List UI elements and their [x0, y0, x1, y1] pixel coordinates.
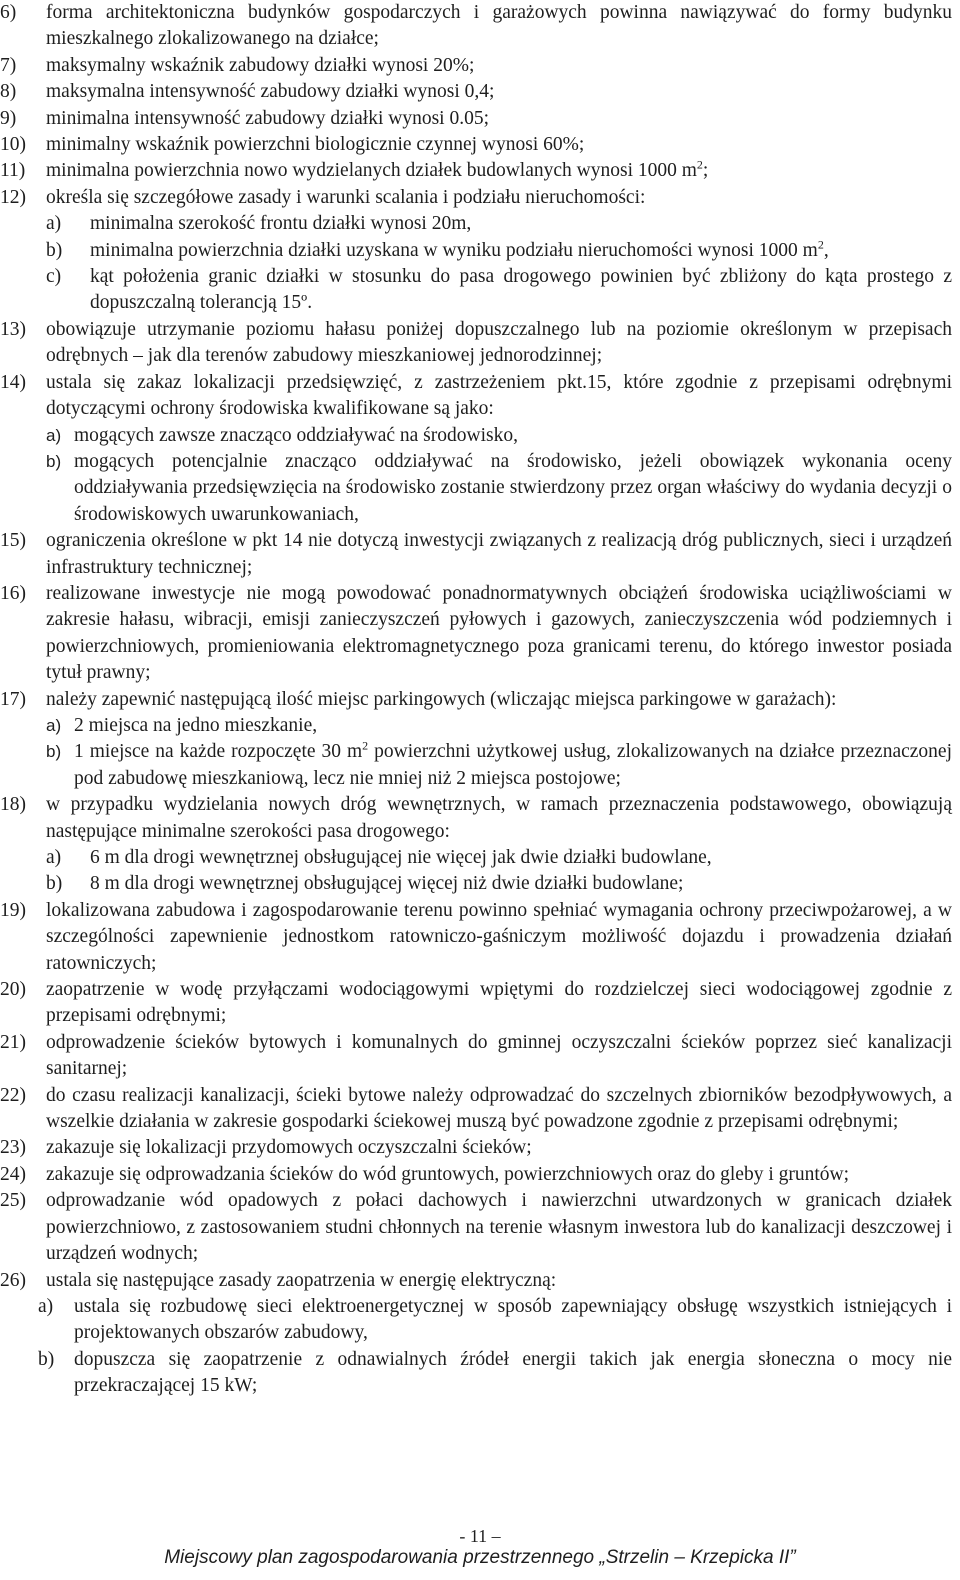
list-item [0, 792, 952, 845]
item-text: 1 miejsce na każde rozpoczęte 30 m [74, 741, 363, 763]
item-number: 7) [0, 54, 17, 76]
item-text: zaopatrzenie w wodę przyłączami wodociągowymi wpiętymi do rozdzielczej sieci wodociągowej zgodnie z przepisami odrębnymi; [46, 979, 952, 1027]
sub-item [0, 1294, 952, 1347]
item-number: 22) [0, 1084, 26, 1106]
list-item [0, 79, 952, 105]
item-number: 13) [0, 318, 26, 340]
item-text: określa się szczegółowe zasady i warunki scalania i podziału nieruchomości: [46, 186, 646, 208]
item-number: 23) [0, 1137, 26, 1159]
item-number: 11) [0, 160, 26, 182]
item-text-tail: , [823, 239, 829, 261]
superscript: 2 [362, 738, 369, 753]
item-text: należy zapewnić następującą ilość miejsc parkingowych (wliczając miejsca parkingowe w garażach): [46, 688, 837, 710]
sub-item-label: c) [46, 266, 62, 288]
list-item [0, 185, 952, 211]
sub-item-label: b) [46, 873, 63, 895]
sub-item-label: b) [46, 239, 63, 261]
list-item [0, 158, 952, 184]
sub-item-label: a) [46, 425, 62, 445]
item-text: ustala się rozbudowę sieci elektroenergetycznej w sposób zapewniający obsługę wszystkich istniejących i projektowanych obszarów zabudowy, [74, 1295, 952, 1344]
item-text: forma architektoniczna budynków gospodarczych i garażowych powinna nawiązywać do formy budynku mieszkalnego zlokalizowanego na działce; [46, 2, 952, 50]
sub-item [0, 423, 952, 449]
list-item [0, 1030, 952, 1083]
list-item [0, 1162, 952, 1188]
item-number: 8) [0, 81, 17, 103]
item-number: 17) [0, 688, 26, 710]
sub-item [0, 713, 952, 739]
sub-item [0, 845, 952, 871]
list-item [0, 687, 952, 713]
item-text: mogących potencjalnie znacząco oddziaływać na środowisko, jeżeli obowiązek wykonania oceny oddziaływania przedsięwzięcia na środowisko zostanie stwierdzony przez organ właściwy do wydania decyzji o środowiskowych uwarunkowaniach, [74, 450, 952, 525]
item-text: w przypadku wydzielania nowych dróg wewnętrznych, w ramach przeznaczenia podstawowego, obowiązują następujące minimalne szerokości pasa drogowego: [46, 794, 952, 842]
item-text: obowiązuje utrzymanie poziomu hałasu poniżej dopuszczalnego lub na poziomie określonym w przepisach odrębnych – jak dla terenów zabudowy mieszkaniowej jednorodzinnej; [46, 318, 952, 367]
item-text: odprowadzanie wód opadowych z połaci dachowych i nawierzchni utwardzonych w granicach działek powierzchniowo, z zastosowaniem studni chłonnych na terenie własnym inwestora lub do kanalizacji deszczowej i urządzeń wodnych; [46, 1190, 952, 1265]
list-item [0, 581, 952, 687]
item-text: zakazuje się lokalizacji przydomowych oczyszczalni ścieków; [46, 1137, 532, 1159]
item-text: zakazuje się odprowadzania ścieków do wód gruntowych, powierzchniowych oraz do gleby i gruntów; [46, 1163, 850, 1185]
item-number: 9) [0, 107, 17, 129]
page-number: - 11 – [459, 1526, 501, 1546]
item-number: 14) [0, 371, 26, 393]
list-item [0, 0, 952, 53]
list-item [0, 977, 952, 1030]
sub-item [0, 238, 952, 264]
item-text: minimalna szerokość frontu działki wynosi 20m, [90, 213, 472, 235]
item-number: 16) [0, 582, 26, 604]
list-item [0, 106, 952, 132]
item-text: lokalizowana zabudowa i zagospodarowanie terenu powinno spełniać wymagania ochrony przeciwpożarowej, a w szczególności zapewnienie jednostkom ratowniczo-gaśniczym możliwość dojazdu i prowadzenia działań ratowniczych; [46, 899, 952, 974]
item-number: 10) [0, 134, 26, 156]
item-text: minimalna powierzchnia nowo wydzielanych działek budowlanych wynosi 1000 m [46, 160, 697, 182]
sub-item [0, 264, 952, 317]
item-text: minimalny wskaźnik powierzchni biologicznie czynnej wynosi 60%; [46, 134, 585, 156]
superscript: 2 [817, 237, 824, 252]
item-text: kąt położenia granic działki w stosunku do pasa drogowego powinien być zbliżony do kąta prostego z dopuszczalną tolerancją 15º. [90, 266, 952, 314]
sub-item [0, 739, 952, 792]
sub-item [0, 1347, 952, 1400]
sub-item-label: a) [46, 847, 62, 868]
footer-title: Miejscowy plan zagospodarowania przestrzennego „Strzelin – Krzepicka II” [164, 1547, 796, 1568]
item-number: 19) [0, 899, 26, 921]
list-item [0, 317, 952, 370]
list-item [0, 898, 952, 977]
list-item [0, 1083, 952, 1136]
item-text: mogących zawsze znacząco oddziaływać na środowisko, [74, 424, 518, 446]
list-item [0, 1188, 952, 1267]
item-text: dopuszcza się zaopatrzenie z odnawialnych źródeł energii takich jak energia słoneczna o mocy nie przekraczającej 15 kW; [74, 1348, 952, 1397]
sub-item-label: b) [46, 742, 62, 762]
item-text: minimalna powierzchnia działki uzyskana w wyniku podziału nieruchomości wynosi 1000 m [90, 239, 818, 261]
sub-item [0, 871, 952, 897]
sub-item-label: b) [46, 451, 62, 471]
item-text: odprowadzenie ścieków bytowych i komunalnych do gminnej oczyszczalni ścieków poprzez sieć kanalizacji sanitarnej; [46, 1031, 952, 1080]
list-item [0, 132, 952, 158]
item-number: 20) [0, 979, 26, 1001]
item-text: 6 m dla drogi wewnętrznej obsługującej nie więcej jak dwie działki budowlane, [90, 847, 712, 868]
list-item [0, 53, 952, 79]
item-number: 6) [0, 2, 17, 23]
item-text: ustala się zakaz lokalizacji przedsięwzięć, z zastrzeżeniem pkt.15, które zgodnie z przepisami odrębnymi dotyczącymi ochrony środowiska kwalifikowane są jako: [46, 371, 952, 420]
item-text-tail: ; [702, 160, 709, 182]
list-item [0, 370, 952, 423]
item-text: 8 m dla drogi wewnętrznej obsługującej więcej niż dwie działki budowlane; [90, 873, 684, 895]
item-text: ustala się następujące zasady zaopatrzenia w energię elektryczną: [46, 1269, 557, 1291]
list-item [0, 1135, 952, 1161]
sub-item [0, 449, 952, 528]
sub-item [0, 211, 952, 237]
item-number: 26) [0, 1269, 26, 1291]
item-text: maksymalna intensywność zabudowy działki wynosi 0,4; [46, 81, 495, 103]
item-text: ograniczenia określone w pkt 14 nie dotyczą inwestycji związanych z realizacją dróg publicznych, sieci i urządzeń infrastruktury technicznej; [46, 530, 952, 578]
item-number: 18) [0, 794, 26, 816]
item-text: 2 miejsca na jedno mieszkanie, [74, 714, 318, 736]
sub-item-label: b) [38, 1348, 55, 1370]
list-item [0, 528, 952, 581]
item-number: 15) [0, 530, 26, 552]
sub-item-label: a) [46, 213, 62, 235]
item-text-tail: powierzchni użytkowej usług, zlokalizowanych na działce przeznaczonej pod zabudowę mieszkaniową, lecz nie mniej niż 2 miejsca postojowe; [74, 741, 952, 789]
item-number: 24) [0, 1163, 26, 1185]
sub-item-label: a) [46, 715, 62, 735]
item-number: 25) [0, 1190, 26, 1212]
item-number: 12) [0, 186, 26, 208]
item-text: realizowane inwestycje nie mogą powodować ponadnormatywnych obciążeń środowiska uciążliwościami w zakresie hałasu, wibracji, emisji zanieczyszczeń pyłowych i gazowych, zanieczyszczenia wód podziemnych i powierzchniowych, promieniowania elektromagnetycznego poza granicami terenu, do którego inwestor posiada tytuł prawny; [46, 582, 952, 684]
item-number: 21) [0, 1031, 26, 1053]
item-text: do czasu realizacji kanalizacji, ścieki bytowe należy odprowadzać do szczelnych zbiorników bezodpływowych, a wszelkie działania w zakresie gospodarki ściekowej muszą być powadzone zgodnie z przepisami odrębnymi; [46, 1084, 952, 1133]
sub-item-label: a) [38, 1295, 54, 1317]
superscript: 2 [696, 157, 703, 172]
item-text: maksymalny wskaźnik zabudowy działki wynosi 20%; [46, 54, 475, 76]
list-item [0, 1268, 952, 1294]
item-text: minimalna intensywność zabudowy działki wynosi 0.05; [46, 107, 490, 129]
